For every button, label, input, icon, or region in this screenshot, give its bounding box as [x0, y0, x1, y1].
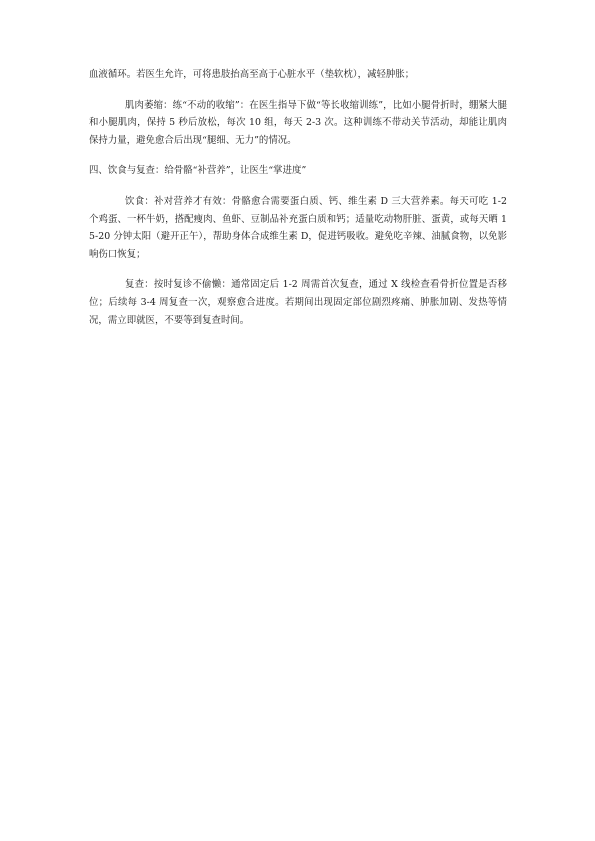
- paragraph-checkup: 复查：按时复诊不偷懒：通常固定后 1-2 周需首次复查，通过 X 线检查看骨折位置是否移位；后续每 3-4 周复查一次，观察愈合进度。若期间出现固定部位剧烈疼痛、肿胀加剧、发热等情况，需立即就医，不要等到复查时间。: [89, 279, 507, 326]
- paragraph-blood-circulation: 血液循环。若医生允许，可将患肢抬高至高于心脏水平（垫软枕），减轻肿胀；: [89, 69, 415, 80]
- paragraph-diet: 饮食：补对营养才有效：骨骼愈合需要蛋白质、钙、维生素 D 三大营养素。每天可吃 1-2 个鸡蛋、一杯牛奶，搭配瘦肉、鱼虾、豆制品补充蛋白质和钙；适量吃动物肝脏、蛋黄，或每天晒 15-20 分钟太阳（避开正午），帮助身体合成维生素 D，促进钙吸收。避免吃辛辣、油腻食物，以免影响伤口恢复；: [89, 195, 507, 260]
- paragraph-muscle-atrophy: 肌肉萎缩：练“不动的收缩”：在医生指导下做“等长收缩训练”，比如小腿骨折时，绷紧大腿和小腿肌肉，保持 5 秒后放松，每次 10 组，每天 2-3 次。这种训练不带动关节活动，却能让肌肉保持力量，避免愈合后出现“腿细、无力”的情况。: [89, 99, 507, 146]
- document-page: [89, 66, 507, 329]
- section-heading-diet-and-checkup: 四、饮食与复查：给骨骼“补营养”，让医生“掌进度”: [89, 165, 307, 177]
